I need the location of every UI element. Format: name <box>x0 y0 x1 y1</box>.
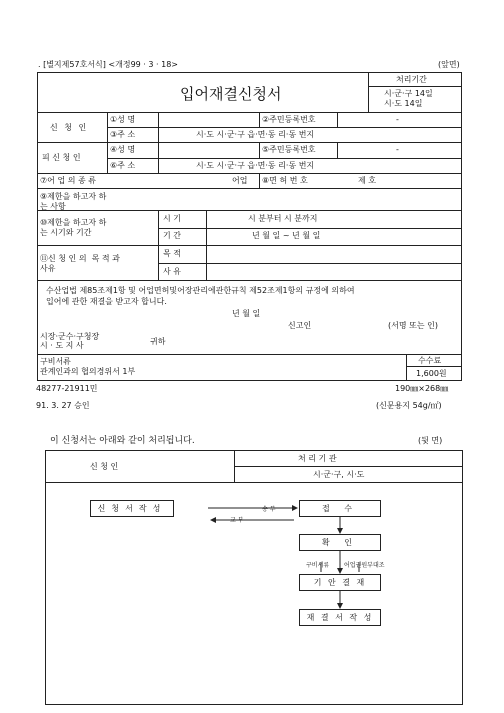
period-sub-label: 기 간 <box>163 231 181 240</box>
declaration-text: 수산업법 제85조제1항 및 어업면허및어장관리에관한규칙 제52조제1항의 규정에 의하여 입어에 관한 재결을 받고자 합니다. <box>46 286 355 306</box>
restriction-label: ⑨제한을 하고자 하 는 사항 <box>40 192 107 211</box>
honorific: 귀하 <box>150 337 166 346</box>
purpose-label: ⑪신 청 인 의 목 적 과 사유 <box>40 254 120 273</box>
date-line: 년 월 일 <box>232 309 261 318</box>
applicant-address-format: 시·도 시·군·구 읍·면·동 리·동 번지 <box>196 130 315 139</box>
sign-note: (서명 또는 인) <box>388 321 438 330</box>
step-verify: 확 인 <box>299 534 381 551</box>
back-side-label: (뒷 면) <box>418 436 443 445</box>
respondent-name-label: ④성 명 <box>110 145 136 154</box>
process-intro: 이 신청서는 아래와 같이 처리됩니다. <box>50 436 195 446</box>
deliver-label: 교 부 <box>230 517 244 524</box>
processing-period-label: 처리기간 <box>396 75 427 84</box>
recipient-line-1: 시장·군수·구청장 <box>40 332 100 341</box>
fee-value: 1,600원 <box>416 369 447 378</box>
purpose-sub-label: 목 적 <box>163 249 181 258</box>
applicant-reg-label: ②주민등록번호 <box>262 115 316 124</box>
respondent-address-label: ⑥주 소 <box>110 161 136 170</box>
applicant-label: 신 청 인 <box>50 123 89 132</box>
processing-period-province: 시·도 14일 <box>384 99 423 108</box>
signer-label: 신고인 <box>288 321 312 330</box>
approval-date: 91. 3. 27 승인 <box>36 401 90 410</box>
applicant-reg-dash: - <box>396 115 399 124</box>
fishery-kind-label: ⑦어 업 의 종 류 <box>40 176 96 185</box>
step-write-application: 신청서작성 <box>90 500 174 517</box>
form-number: . [별지제57호서식] <개정99 · 3 · 18> <box>38 60 178 69</box>
time-value: 시 분부터 시 분까지 <box>248 214 318 223</box>
respondent-reg-dash: - <box>396 145 399 154</box>
process-col-applicant: 신 청 인 <box>90 462 119 471</box>
side-docs-label: 구비서류 <box>306 562 330 569</box>
required-docs-value: 관계인과의 협의경위서 1부 <box>40 367 136 376</box>
period-label: ⑩제한을 하고자 하 는 시기와 기간 <box>40 218 107 237</box>
form-code: 48277-21911민 <box>36 384 98 393</box>
process-col-agency-sub: 시·군·구, 시·도 <box>313 470 365 479</box>
fishery-suffix: 어업 <box>232 176 248 185</box>
recipient-line-2: 시 · 도 지 사 <box>40 341 84 350</box>
reason-sub-label: 사 유 <box>163 267 181 276</box>
process-col-agency: 처 리 기 관 <box>298 454 337 463</box>
license-number-value: 제 호 <box>358 176 376 185</box>
paper-size: 190㎜×268㎜ <box>395 384 449 393</box>
period-value: 년 월 일 ~ 년 월 일 <box>252 231 321 240</box>
send-label: 송 부 <box>262 506 276 513</box>
side-register-label: 어업권원부대조 <box>344 562 385 569</box>
front-side-label: (앞면) <box>438 60 460 69</box>
required-docs-label: 구비서류 <box>40 357 71 366</box>
respondent-label: 피 신 청 인 <box>42 153 81 162</box>
applicant-name-label: ①성 명 <box>110 115 136 124</box>
step-draft-approval: 기 안 결 재 <box>299 574 381 591</box>
time-label: 시 기 <box>163 214 181 223</box>
fee-label: 수수료 <box>418 356 442 365</box>
license-number-label: ⑧면 허 번 호 <box>262 176 308 185</box>
step-write-ruling: 재 결 서 작 성 <box>299 609 381 626</box>
respondent-reg-label: ⑤주민등록번호 <box>262 145 316 154</box>
step-receipt: 접 수 <box>299 500 381 517</box>
paper-type: (신문용지 54g/㎡) <box>376 401 442 410</box>
applicant-address-label: ③주 소 <box>110 130 136 139</box>
respondent-address-format: 시·도 시·군·구 읍·면·동 리·동 번지 <box>196 161 315 170</box>
processing-period-municipal: 시·군·구 14일 <box>384 89 433 98</box>
form-title: 입어재결신청서 <box>180 85 282 103</box>
